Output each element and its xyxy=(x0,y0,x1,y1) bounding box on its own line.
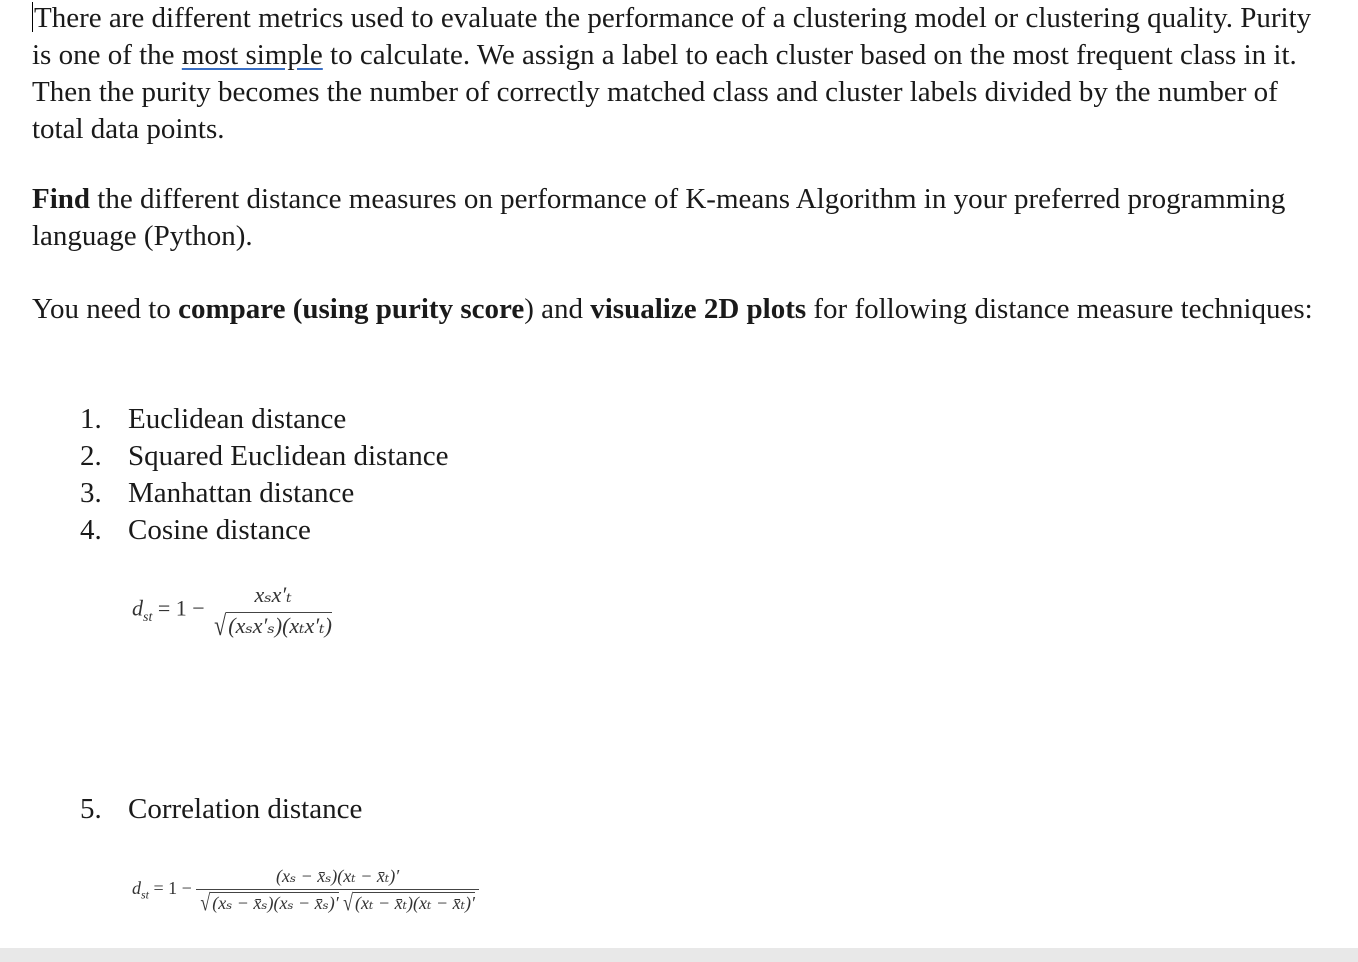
document-bottom-edge xyxy=(0,948,1358,962)
cosine-distance-formula: $d_{st} = 1$ − xₛx′ₜ √(xₛx′ₛ)(xₜx′ₜ) xyxy=(132,582,336,639)
correlation-fraction: $\frac{\text{(xₛ − x̄ₛ)(xₜ − x̄ₜ)′}}{\text{√ (xₛ − x̄ₛ)(xₛ − x̄ₛ)′ √ (xₜ − x̄ₜ)(xₜ − x̄ₜ)′}}$ xyxy=(196,866,479,914)
cosine-fraction: xₛx′ₜ √(xₛx′ₛ)(xₜx′ₜ) xyxy=(214,582,332,642)
task-paragraph: Find the different distance measures on performance of K-means Algorithm in your preferred programming language (Python). xyxy=(32,183,1286,252)
sqrt-symbol: √ xyxy=(343,889,354,916)
distance-measure-5 xyxy=(80,791,362,828)
distance-measures-list xyxy=(80,401,449,549)
list-item: 5. Correlation distance xyxy=(80,793,363,825)
sqrt-symbol: √ xyxy=(200,889,211,916)
task-bold: Find xyxy=(32,183,91,215)
text-cursor xyxy=(32,2,33,32)
compare-paragraph: You need to compare (using purity score) and visualize 2D plots for following distance measure techniques: xyxy=(32,293,1313,325)
grammar-underline[interactable]: most simple xyxy=(181,39,323,71)
intro-paragraph: There are different metrics used to evaluate the performance of a clustering model or clustering quality. Purity is one of the most simple to calculate. We assign a label to each cluster based on the most frequent class in it. Then the purity becomes the number of correctly matched class and cluster labels divided by the number of total data points. xyxy=(32,2,1312,145)
list-item: 3. Manhattan distance xyxy=(80,477,355,509)
sqrt-symbol: √ xyxy=(214,609,227,642)
correlation-distance-formula: $d_{st} = 1$ − $\frac{\text{(xₛ − x̄ₛ)(xₜ − x̄ₜ)′}}{\text{√ (xₛ − x̄ₛ)(xₛ − x̄ₛ)′ √ (xₜ − x̄ₜ)(xₜ − x̄ₜ)′}}$ xyxy=(132,866,479,914)
list-item: 2. Squared Euclidean distance xyxy=(80,440,449,472)
list-item: 4. Cosine distance xyxy=(80,514,311,546)
list-item: 1. Euclidean distance xyxy=(80,403,347,435)
